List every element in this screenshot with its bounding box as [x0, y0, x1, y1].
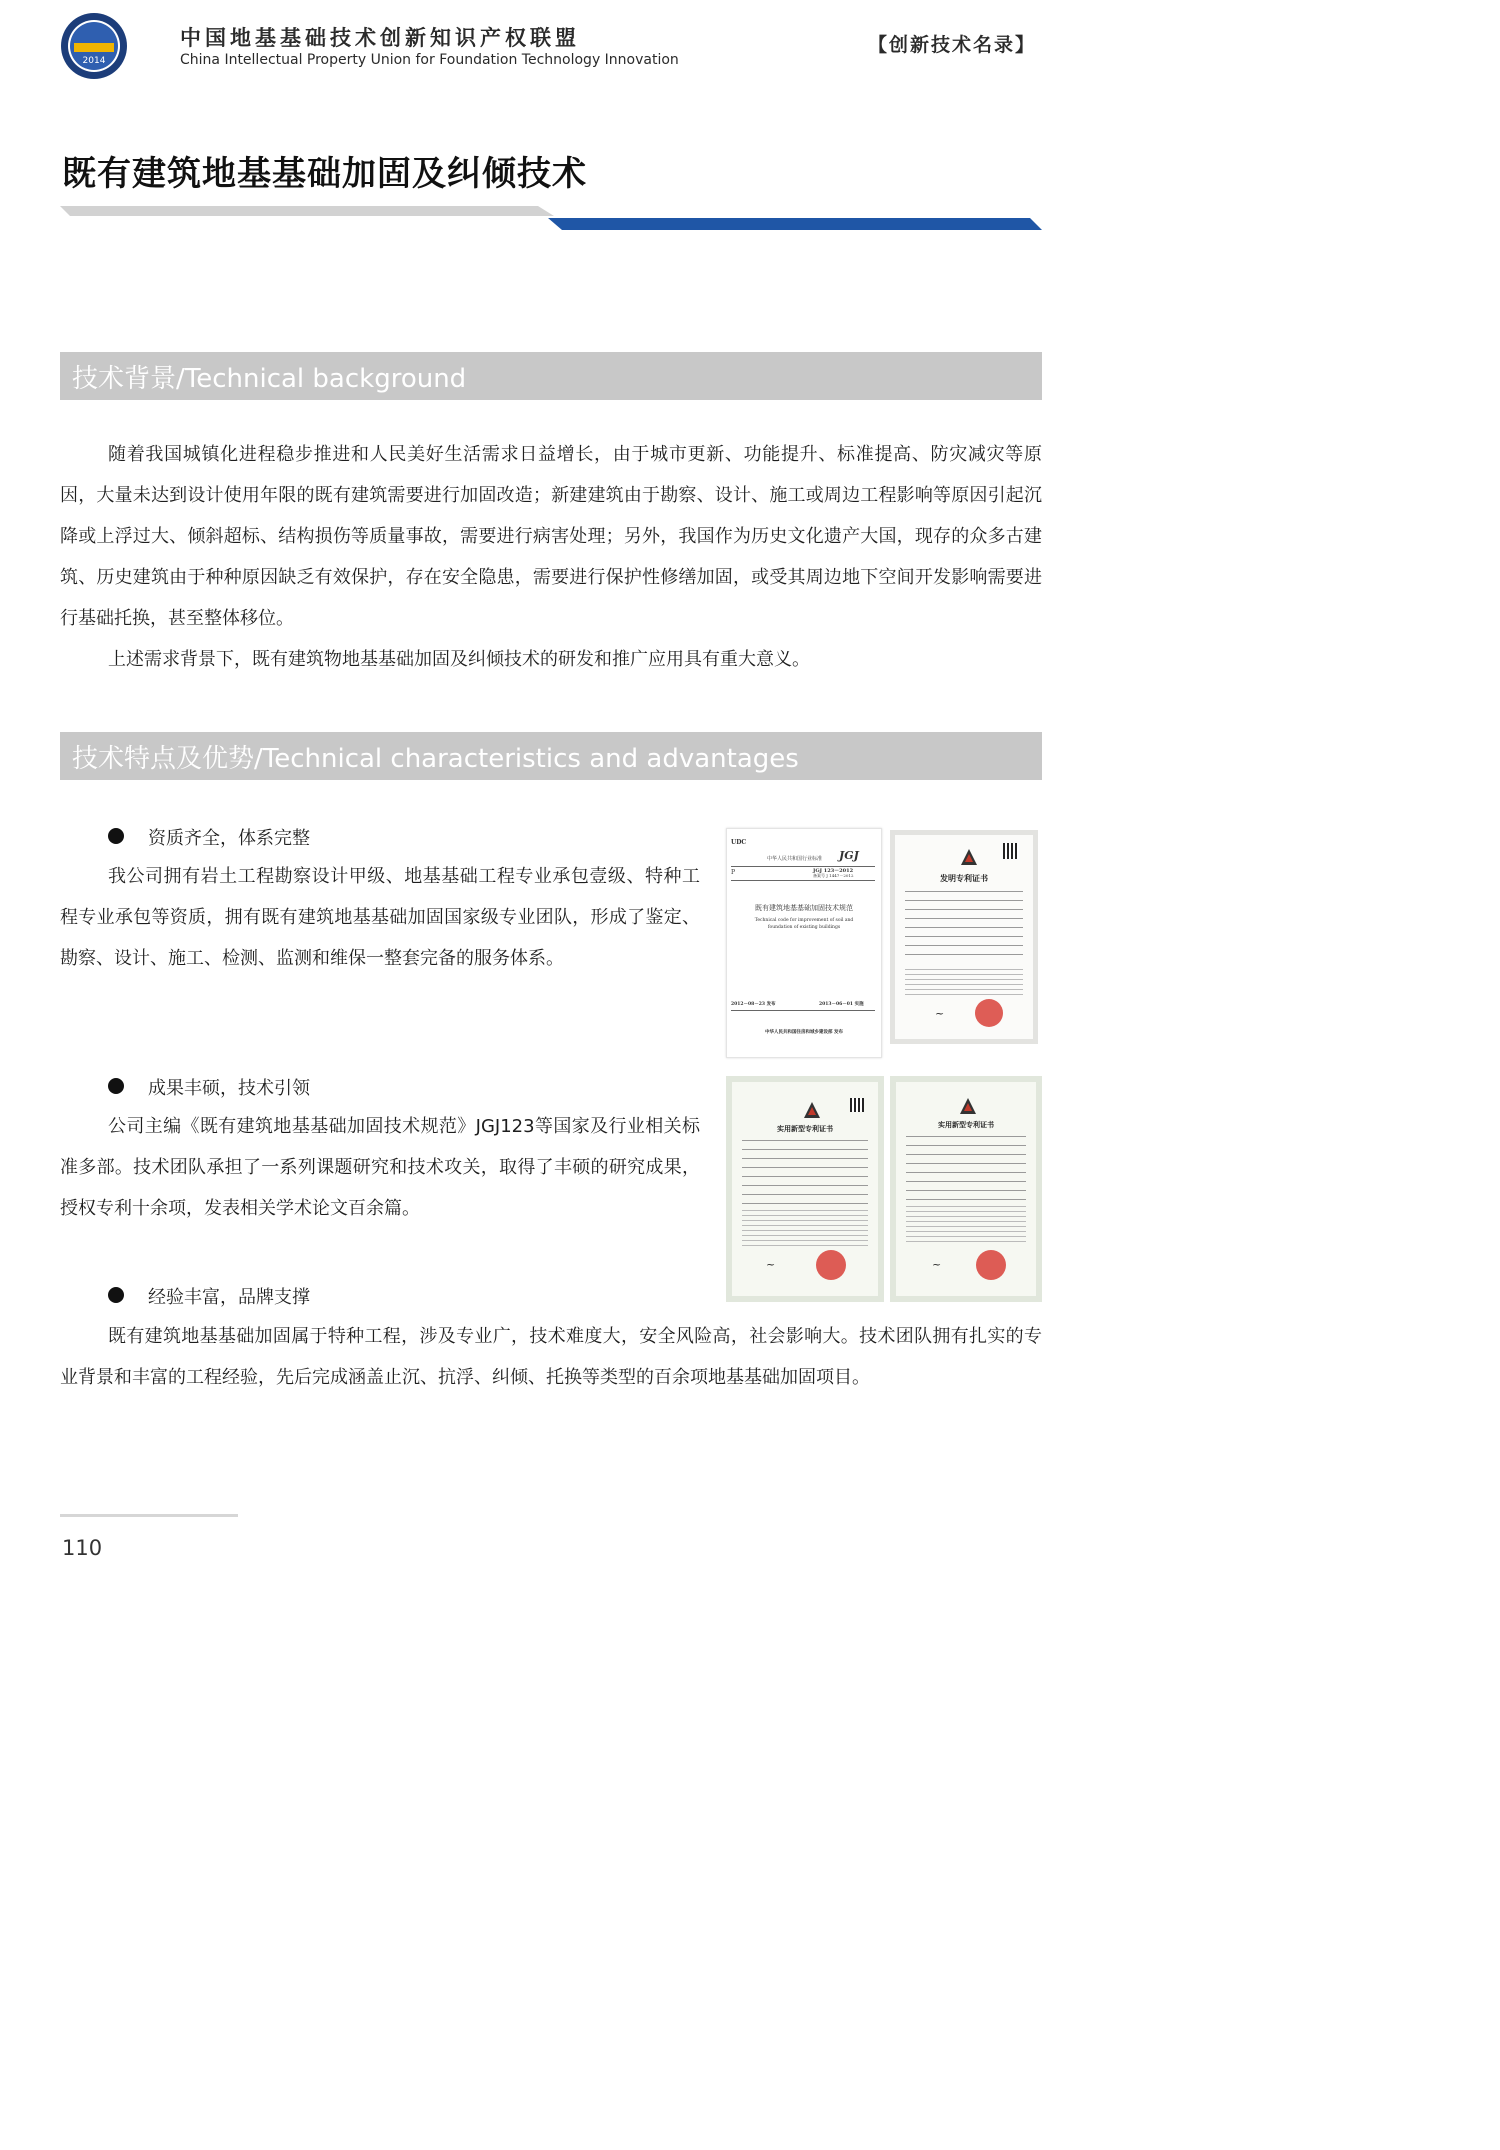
section-heading: 技术背景/Technical background	[72, 364, 467, 394]
bullet-label: 经验丰富，品牌支撑	[148, 1287, 310, 1308]
signature-icon: ~	[766, 1258, 776, 1271]
paragraph: 上述需求背景下，既有建筑物地基基础加固及纠倾技术的研发和推广应用具有重大意义。	[108, 649, 810, 670]
signature-icon: ~	[932, 1258, 942, 1271]
bullet-dot	[108, 828, 124, 844]
utility-patent-certificate-image: 实用新型专利证书 ~	[890, 1076, 1042, 1302]
section-header-background	[60, 352, 1042, 400]
red-seal-icon	[976, 1250, 1006, 1280]
alliance-logo	[60, 12, 128, 80]
background-text	[60, 434, 1042, 680]
point-text	[60, 1316, 1042, 1398]
patent-emblem-icon	[960, 1098, 976, 1114]
org-name-en: China Intellectual Property Union for Foundation Technology Innovation	[180, 52, 679, 68]
standard-document-image: UDC 中华人民共和国行业标准 JGJ P JGJ 123－2012 备案号 J 1447－2012 既有建筑地基基础加固技术规范 Technical code for improvement of soil and foundation of existing buildings 2012－08－23 发布 2013－06－01 实施 中华人民共和国住房和城乡建设部 发布	[726, 828, 882, 1058]
title-divider	[60, 206, 1044, 236]
paragraph: 我公司拥有岩土工程勘察设计甲级、地基基础工程专业承包壹级、特种工程专业承包等资质，拥有既有建筑地基基础加固国家级专业团队，形成了鉴定、勘察、设计、施工、检测、监测和维保一整套完备的服务体系。	[60, 866, 700, 969]
paragraph: 既有建筑地基基础加固属于特种工程，涉及专业广，技术难度大，安全风险高，社会影响大。技术团队拥有扎实的专业背景和丰富的工程经验，先后完成涵盖止沉、抗浮、纠倾、托换等类型的百余项地基基础加固项目。	[60, 1326, 1042, 1388]
bullet-dot	[108, 1287, 124, 1303]
point-text	[60, 1106, 700, 1229]
bullet-label: 成果丰硕，技术引领	[148, 1078, 310, 1099]
section-heading: 技术特点及优势/Technical characteristics and advantages	[72, 744, 799, 774]
paragraph: 随着我国城镇化进程稳步推进和人民美好生活需求日益增长，由于城市更新、功能提升、标准提高、防灾减灾等原因，大量未达到设计使用年限的既有建筑需要进行加固改造；新建建筑由于勘察、设计、施工或周边工程影响等原因引起沉降或上浮过大、倾斜超标、结构损伤等质量事故，需要进行病害处理；另外，我国作为历史文化遗产大国，现存的众多古建筑、历史建筑由于种种原因缺乏有效保护，存在安全隐患，需要进行保护性修缮加固，或受其周边地下空间开发影响需要进行基础托换，甚至整体移位。	[60, 444, 1042, 629]
patent-emblem-icon	[804, 1102, 820, 1118]
qr-code-icon	[850, 1098, 864, 1112]
red-seal-icon	[975, 999, 1003, 1027]
invention-patent-certificate-image: 发明专利证书 ~	[890, 830, 1038, 1044]
utility-patent-certificate-image: 实用新型专利证书 ~	[726, 1076, 884, 1302]
category-label: 【创新技术名录】	[867, 34, 1036, 56]
qr-code-icon	[1003, 843, 1019, 859]
point-text	[60, 856, 700, 979]
svg-text:2014: 2014	[82, 56, 106, 66]
page-number: 110	[62, 1536, 103, 1560]
footer-rule	[60, 1514, 238, 1517]
red-seal-icon	[816, 1250, 846, 1280]
signature-icon: ~	[935, 1007, 945, 1020]
bullet-dot	[108, 1078, 124, 1094]
org-name-cn: 中国地基基础技术创新知识产权联盟	[180, 26, 580, 50]
patent-emblem-icon	[961, 849, 977, 865]
page-title: 既有建筑地基基础加固及纠倾技术	[62, 154, 587, 194]
paragraph: 公司主编《既有建筑地基基础加固技术规范》JGJ123等国家及行业相关标准多部。技术团队承担了一系列课题研究和技术攻关，取得了丰硕的研究成果，授权专利十余项，发表相关学术论文百余篇。	[60, 1116, 700, 1219]
section-header-characteristics	[60, 732, 1042, 780]
bullet-label: 资质齐全，体系完整	[148, 828, 310, 849]
